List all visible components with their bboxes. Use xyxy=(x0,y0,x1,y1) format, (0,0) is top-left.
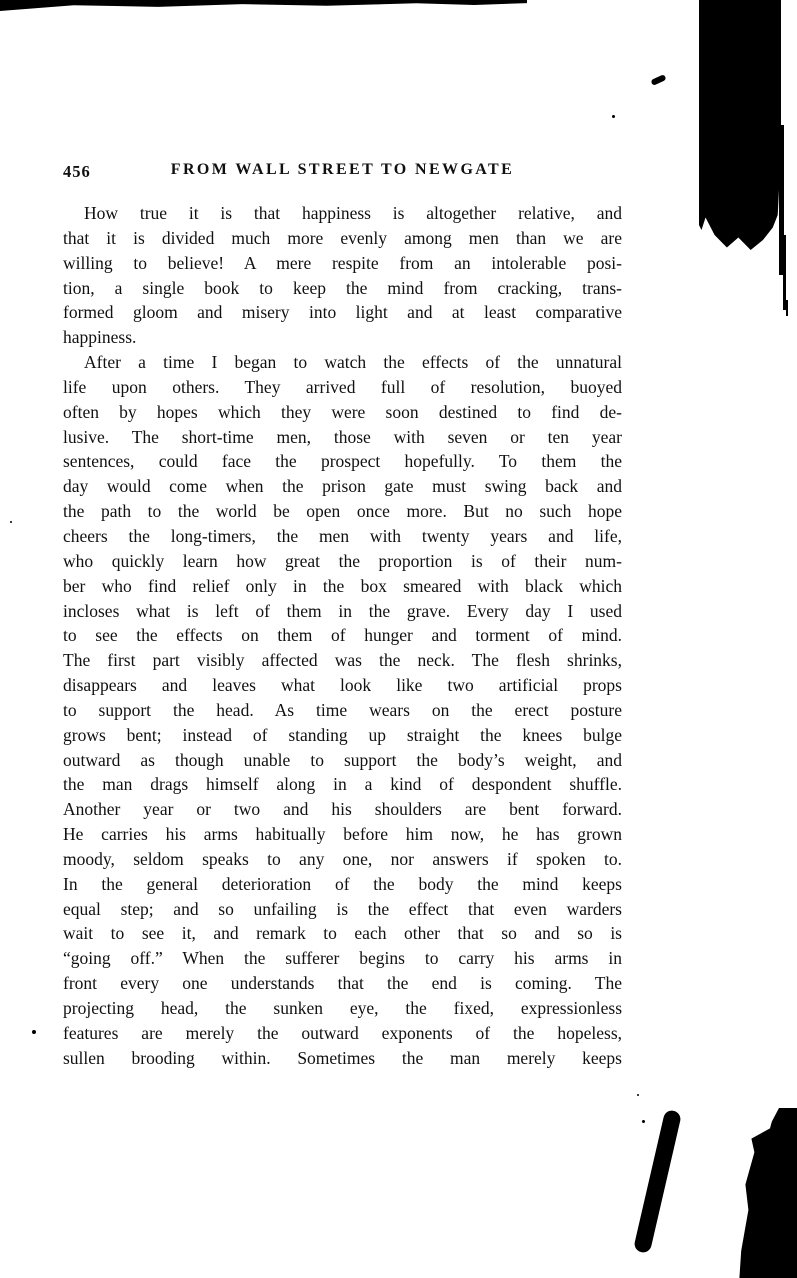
text-line: to see the effects on them of hunger and torment of mind. xyxy=(63,625,622,646)
scan-paper-speck xyxy=(10,521,12,523)
scan-paper-speck xyxy=(637,1094,639,1096)
text-line: equal step; and so unfailing is the effect that even warders xyxy=(63,898,622,919)
text-line: In the general deterioration of the body the mind keeps xyxy=(63,873,622,894)
text-line: features are merely the outward exponents of the hopeless, xyxy=(63,1022,622,1043)
text-line: Another year or two and his shoulders are bent forward. xyxy=(63,799,622,820)
text-line: outward as though unable to support the body’s weight, and xyxy=(63,749,622,770)
text-line: tion, a single book to keep the mind from cracking, trans- xyxy=(63,277,622,298)
text-line: grows bent; instead of standing up straight the knees bulge xyxy=(63,724,622,745)
scan-bottom-right-ink-blob xyxy=(737,1108,797,1278)
scan-paper-speck xyxy=(612,115,615,118)
text-body xyxy=(63,201,622,1071)
text-line: moody, seldom speaks to any one, nor answers if spoken to. xyxy=(63,848,622,869)
text-line: happiness. xyxy=(63,327,137,348)
text-line: The first part visibly affected was the neck. The flesh shrinks, xyxy=(63,650,622,671)
scan-right-edge-ink-streak xyxy=(786,300,788,316)
text-line: willing to believe! A mere respite from an intolerable posi- xyxy=(63,252,622,273)
text-line: day would come when the prison gate must swing back and xyxy=(63,476,622,497)
paragraph xyxy=(63,201,622,350)
text-line: disappears and leaves what look like two artificial props xyxy=(63,675,622,696)
text-line: formed gloom and misery into light and at least comparative xyxy=(63,302,622,323)
text-line: life upon others. They arrived full of resolution, buoyed xyxy=(63,376,622,397)
scan-tick-mark xyxy=(650,74,666,86)
text-line: After a time I began to watch the effects of the unnatural xyxy=(84,352,622,373)
text-line: often by hopes which they were soon destined to find de- xyxy=(63,401,622,422)
scan-bottom-ink-stroke xyxy=(633,1109,682,1254)
text-line: the path to the world be open once more. But no such hope xyxy=(63,501,622,522)
paragraph xyxy=(63,350,622,1070)
text-line: who quickly learn how great the proportion is of their num- xyxy=(63,550,622,571)
text-line: incloses what is left of them in the grave. Every day I used xyxy=(63,600,622,621)
text-line: projecting head, the sunken eye, the fixed, expressionless xyxy=(63,998,622,1018)
text-line: ber who find relief only in the box smeared with black which xyxy=(63,575,622,596)
text-line: the man drags himself along in a kind of despondent shuffle. xyxy=(63,774,622,795)
scan-top-right-ink-block xyxy=(699,0,781,250)
page-number: 456 xyxy=(63,162,91,181)
text-line: wait to see it, and remark to each other that so and so is xyxy=(63,923,622,944)
page-header xyxy=(63,161,622,181)
text-line: front every one understands that the end is coming. The xyxy=(63,973,622,994)
text-line: lusive. The short-time men, those with seven or ten year xyxy=(63,426,622,447)
text-line: How true it is that happiness is altogether relative, and xyxy=(84,203,622,223)
scan-paper-speck xyxy=(642,1120,645,1123)
text-line: “going off.” When the sufferer begins to carry his arms in xyxy=(63,948,622,969)
text-line: sullen brooding within. Sometimes the man merely keeps xyxy=(63,1047,622,1068)
text-line: that it is divided much more evenly among men than we are xyxy=(63,227,622,248)
text-line: He carries his arms habitually before him now, he has grown xyxy=(63,824,622,845)
text-line: cheers the long-timers, the men with twenty years and life, xyxy=(63,525,622,546)
text-line: sentences, could face the prospect hopefully. To them the xyxy=(63,451,622,472)
text-line: to support the head. As time wears on the erect posture xyxy=(63,699,622,720)
scan-right-edge-ink-streak xyxy=(783,235,786,310)
scan-paper-speck xyxy=(32,1030,36,1034)
scan-top-edge-ink-bar xyxy=(0,0,527,11)
running-title: FROM WALL STREET TO NEWGATE xyxy=(170,161,515,178)
